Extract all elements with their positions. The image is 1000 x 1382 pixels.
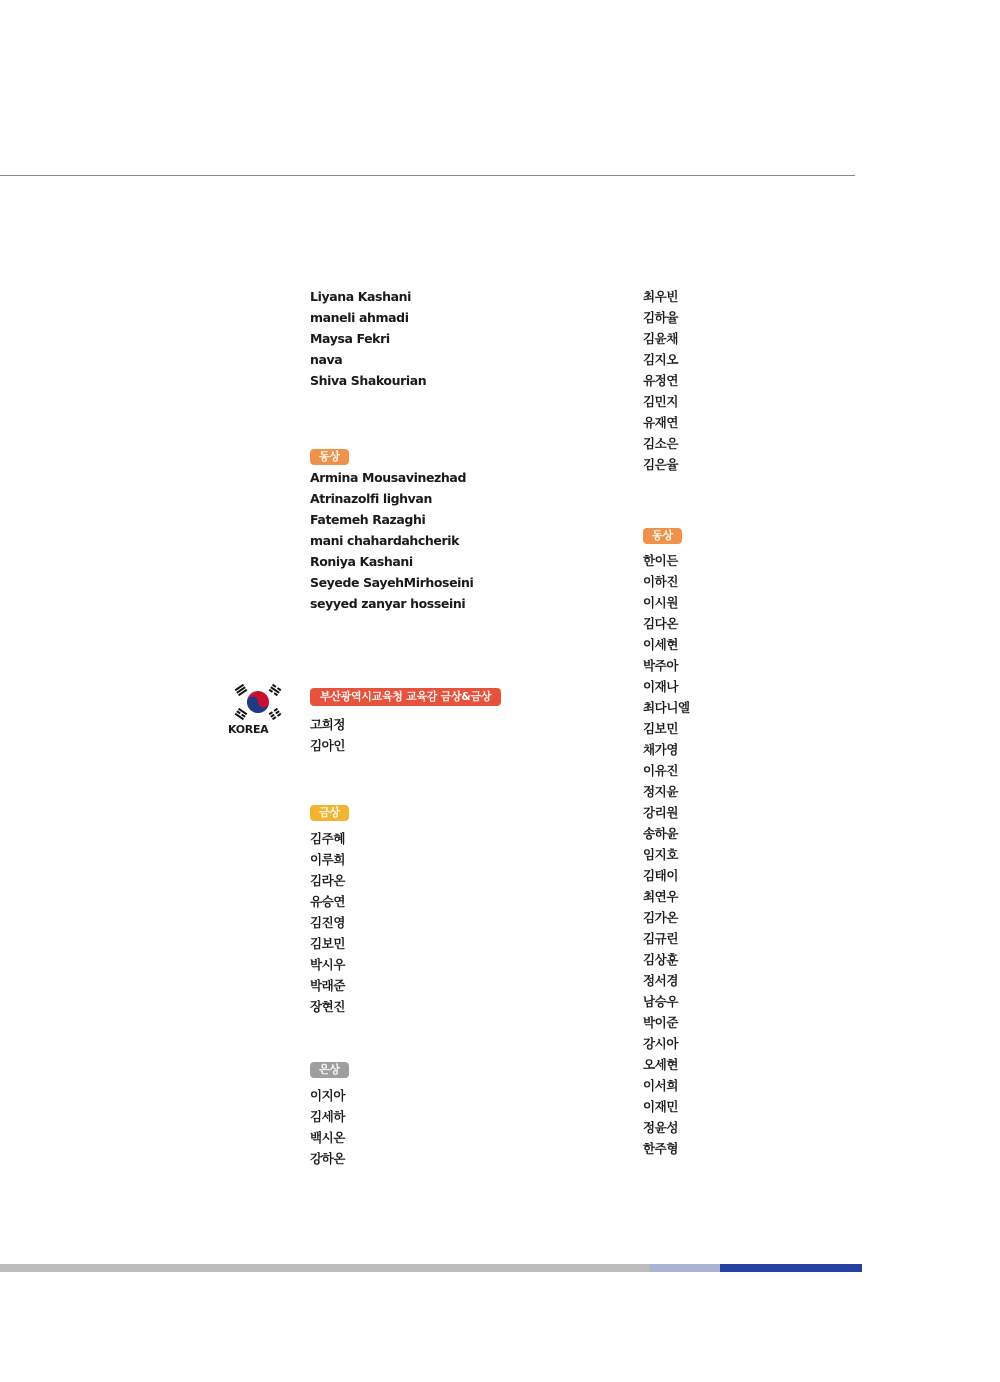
list-item: Armina Mousavinezhad [310, 470, 467, 485]
list-item: Atrinazolfi lighvan [310, 491, 432, 506]
footer-bar-light-segment [650, 1264, 720, 1272]
list-item: 이서희 [643, 1078, 679, 1093]
list-item: 김세하 [310, 1109, 346, 1124]
list-item: 최연우 [643, 889, 679, 904]
list-item: 김아인 [310, 738, 346, 753]
silver-award-badge: 은상 [310, 1062, 349, 1078]
left-group2-list [310, 467, 610, 614]
right-column [643, 286, 793, 1159]
list-item: 김지오 [643, 352, 679, 367]
list-item: 이시원 [643, 595, 679, 610]
list-item: 한이든 [643, 553, 679, 568]
footer-color-bar [0, 1264, 862, 1272]
list-item: 강시아 [643, 1036, 679, 1051]
top-divider [0, 175, 855, 176]
list-item: 유승연 [310, 894, 346, 909]
list-item: 이루희 [310, 852, 346, 867]
left-group1-list [310, 286, 610, 391]
gold-award-badge: 금상 [310, 805, 349, 821]
list-item: 이유진 [643, 763, 679, 778]
list-item: 김보민 [310, 936, 346, 951]
list-item: 최다니엘 [643, 700, 690, 715]
list-item: 임지호 [643, 847, 679, 862]
list-item: 채가영 [643, 742, 679, 757]
list-item: 한주형 [643, 1141, 679, 1156]
left-column [310, 286, 610, 1169]
list-item: 김가온 [643, 910, 679, 925]
superintendent-award-badge: 부산광역시교육청 교육감 금상&금상 [310, 688, 501, 706]
list-item: 이세현 [643, 637, 679, 652]
list-item: 강리원 [643, 805, 679, 820]
list-item: 김다온 [643, 616, 679, 631]
bronze-award-badge: 동상 [310, 449, 349, 465]
right-group1-list [643, 286, 793, 475]
list-item: 백시온 [310, 1130, 346, 1145]
list-item: 박시우 [310, 957, 346, 972]
footer-bar-navy-segment [720, 1264, 862, 1272]
footer-bar-gray-segment [0, 1264, 650, 1272]
list-item: seyyed zanyar hosseini [310, 596, 466, 611]
south-korea-flag-icon [230, 682, 286, 722]
right-group2-list [643, 550, 793, 1159]
list-item: 김주혜 [310, 831, 346, 846]
list-item: 김상훈 [643, 952, 679, 967]
list-item: 김규린 [643, 931, 679, 946]
list-item: 유정연 [643, 373, 679, 388]
list-item: mani chahardahcherik [310, 533, 460, 548]
list-item: 강하온 [310, 1151, 346, 1166]
list-item: 유재연 [643, 415, 679, 430]
list-item: 이재민 [643, 1099, 679, 1114]
list-item: 김진영 [310, 915, 346, 930]
list-item: 박이준 [643, 1015, 679, 1030]
list-item: 김은율 [643, 457, 679, 472]
list-item: 오세현 [643, 1057, 679, 1072]
list-item: 김소은 [643, 436, 679, 451]
list-item: 정지윤 [643, 784, 679, 799]
list-item: 장현진 [310, 999, 346, 1014]
list-item: Liyana Kashani [310, 289, 411, 304]
list-item: 고희정 [310, 717, 346, 732]
list-item: 송하윤 [643, 826, 679, 841]
left-group5-list [310, 1085, 610, 1169]
list-item: 박주아 [643, 658, 679, 673]
list-item: Shiva Shakourian [310, 373, 427, 388]
list-item: 박래준 [310, 978, 346, 993]
country-label: KOREA [228, 723, 269, 736]
list-item: Roniya Kashani [310, 554, 413, 569]
list-item: 김보민 [643, 721, 679, 736]
list-item: 김하율 [643, 310, 679, 325]
list-item: 김윤채 [643, 331, 679, 346]
list-item: Seyede SayehMirhoseini [310, 575, 474, 590]
list-item: 정서경 [643, 973, 679, 988]
list-item: 김라온 [310, 873, 346, 888]
list-item: 김태이 [643, 868, 679, 883]
list-item: 이재나 [643, 679, 679, 694]
left-group4-list [310, 828, 610, 1017]
list-item: nava [310, 352, 343, 367]
list-item: Fatemeh Razaghi [310, 512, 426, 527]
bronze-award-badge: 동상 [643, 528, 682, 544]
list-item: 최우빈 [643, 289, 679, 304]
list-item: 이하진 [643, 574, 679, 589]
list-item: 남승우 [643, 994, 679, 1009]
list-item: maneli ahmadi [310, 310, 409, 325]
list-item: 김민지 [643, 394, 679, 409]
list-item: Maysa Fekri [310, 331, 390, 346]
list-item: 정윤성 [643, 1120, 679, 1135]
left-group3-list [310, 714, 610, 756]
list-item: 이지아 [310, 1088, 346, 1103]
